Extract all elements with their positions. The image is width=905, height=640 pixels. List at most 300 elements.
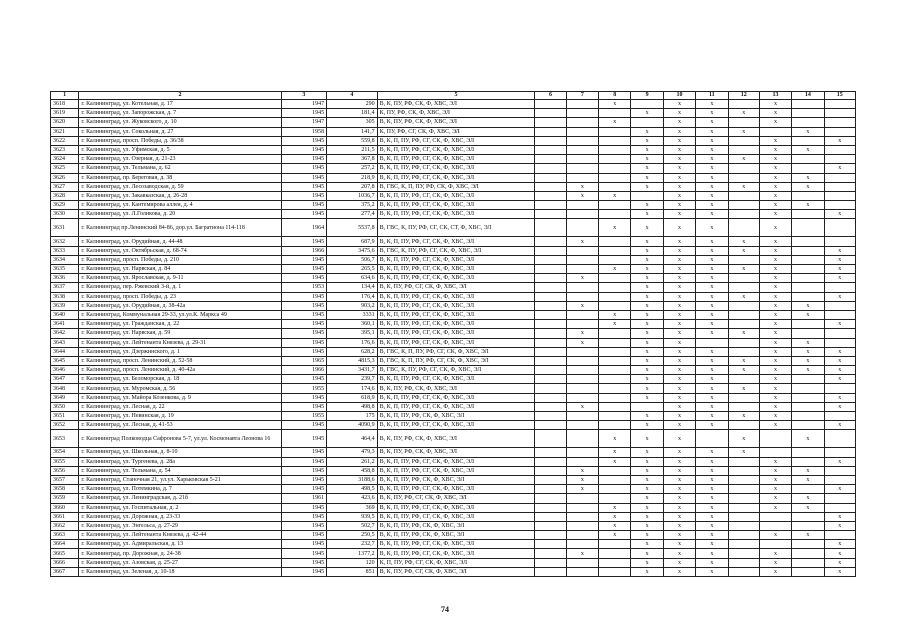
table-row — [51, 182, 856, 191]
mark-cell: x — [631, 292, 663, 301]
address-cell: г. Калининград, просп. Ленинский, д. 40-42а — [79, 366, 281, 375]
mark-cell — [728, 320, 759, 329]
mark-cell: x — [663, 145, 695, 154]
mark-cell: x — [663, 265, 695, 274]
mark-cell: x — [759, 265, 791, 274]
mark-cell: x — [759, 173, 791, 182]
mark-cell — [792, 237, 824, 246]
row-number-cell: 3658 — [51, 485, 79, 494]
mark-cell: x — [824, 255, 855, 264]
mark-cell — [599, 567, 631, 576]
mark-cell: x — [824, 347, 855, 356]
mark-cell — [566, 384, 598, 393]
mark-cell — [535, 347, 566, 356]
row-number-cell: 3653 — [51, 430, 79, 448]
mark-cell: x — [824, 292, 855, 301]
year-cell: 1945 — [281, 274, 327, 283]
table-row — [51, 255, 856, 264]
mark-cell: x — [631, 145, 663, 154]
table-row — [51, 100, 856, 109]
works-list-cell: В, К, П, ПУ, РФ, СГ, СК, Ф, ХВС, ЭЛ — [377, 540, 535, 549]
area-cell: 498,5 — [327, 485, 378, 494]
year-cell: 1945 — [281, 512, 327, 521]
address-cell: г. Калининград, ул. Дорожная, д. 23-33 — [79, 512, 281, 521]
mark-cell — [792, 521, 824, 530]
mark-cell: x — [663, 412, 695, 421]
mark-cell: x — [631, 375, 663, 384]
mark-cell: x — [696, 191, 728, 200]
row-number-cell: 3662 — [51, 521, 79, 530]
mark-cell — [759, 448, 791, 457]
year-cell: 1945 — [281, 320, 327, 329]
mark-cell — [824, 145, 855, 154]
mark-cell: x — [631, 201, 663, 210]
mark-cell: x — [663, 329, 695, 338]
area-cell: 250,5 — [327, 531, 378, 540]
area-cell: 458,8 — [327, 466, 378, 475]
mark-cell: x — [759, 237, 791, 246]
row-number-cell: 3646 — [51, 366, 79, 375]
mark-cell — [599, 356, 631, 365]
mark-cell: x — [792, 338, 824, 347]
mark-cell — [824, 466, 855, 475]
address-cell: г. Калининград, ул. Л.Голикова, д. 20 — [79, 210, 281, 219]
mark-cell: x — [663, 219, 695, 237]
mark-cell: x — [663, 485, 695, 494]
mark-cell: x — [631, 136, 663, 145]
mark-cell — [728, 531, 759, 540]
area-cell: 479,3 — [327, 448, 378, 457]
table-row — [51, 191, 856, 200]
mark-cell: x — [759, 567, 791, 576]
works-list-cell: В, К, П, ПУ, РФ, СГ, СК, Ф, ХВС, ЭЛ — [377, 301, 535, 310]
mark-cell — [792, 109, 824, 118]
mark-cell: x — [663, 118, 695, 127]
mark-cell — [824, 448, 855, 457]
mark-cell: x — [663, 430, 695, 448]
mark-cell: x — [566, 274, 598, 283]
mark-cell — [535, 402, 566, 411]
mark-cell: x — [663, 283, 695, 292]
mark-cell — [535, 118, 566, 127]
mark-cell: x — [792, 347, 824, 356]
row-number-cell: 3623 — [51, 145, 79, 154]
header-cell: 11 — [696, 92, 728, 100]
year-cell: 1945 — [281, 466, 327, 475]
mark-cell: x — [696, 521, 728, 530]
mark-cell — [535, 274, 566, 283]
table-row — [51, 347, 856, 356]
year-cell: 1945 — [281, 155, 327, 164]
mark-cell: x — [728, 127, 759, 136]
mark-cell: x — [631, 448, 663, 457]
works-list-cell: В, К, ПУ, РФ, СК, Ф, ХВС, ЭЛ — [377, 430, 535, 448]
mark-cell: x — [663, 393, 695, 402]
mark-cell — [824, 100, 855, 109]
mark-cell: x — [759, 100, 791, 109]
mark-cell: x — [631, 265, 663, 274]
registry-table-sheet — [50, 91, 856, 577]
mark-cell — [566, 109, 598, 118]
mark-cell: x — [631, 127, 663, 136]
year-cell: 1945 — [281, 301, 327, 310]
mark-cell: x — [728, 246, 759, 255]
year-cell: 1964 — [281, 219, 327, 237]
mark-cell: x — [759, 182, 791, 191]
table-row — [51, 567, 856, 576]
row-number-cell: 3644 — [51, 347, 79, 356]
mark-cell: x — [759, 366, 791, 375]
mark-cell — [535, 100, 566, 109]
mark-cell: x — [696, 118, 728, 127]
header-cell: 15 — [824, 92, 855, 100]
table-row — [51, 475, 856, 484]
mark-cell — [535, 145, 566, 154]
mark-cell — [535, 558, 566, 567]
mark-cell — [535, 301, 566, 310]
mark-cell: x — [599, 191, 631, 200]
mark-cell: x — [631, 421, 663, 430]
table-row — [51, 310, 856, 319]
mark-cell: x — [759, 118, 791, 127]
year-cell: 1945 — [281, 402, 327, 411]
area-cell: 628,2 — [327, 347, 378, 356]
mark-cell: x — [631, 384, 663, 393]
mark-cell — [566, 567, 598, 576]
mark-cell: x — [566, 301, 598, 310]
mark-cell — [792, 512, 824, 521]
mark-cell: x — [663, 210, 695, 219]
mark-cell: x — [663, 301, 695, 310]
table-row — [51, 329, 856, 338]
mark-cell — [599, 127, 631, 136]
table-row — [51, 375, 856, 384]
works-list-cell: В, К, ПУ, РФ, СК, Ф, ХВС, ЭЛ — [377, 384, 535, 393]
mark-cell — [792, 210, 824, 219]
address-cell: г. Калининград, ул. Невинская, д. 19 — [79, 412, 281, 421]
mark-cell: x — [663, 237, 695, 246]
row-number-cell: 3620 — [51, 118, 79, 127]
mark-cell — [728, 100, 759, 109]
address-cell: г. Калининград, ул. Адмиральская, д. 13 — [79, 540, 281, 549]
mark-cell: x — [631, 274, 663, 283]
mark-cell — [599, 155, 631, 164]
mark-cell — [535, 448, 566, 457]
mark-cell — [599, 136, 631, 145]
mark-cell: x — [599, 430, 631, 448]
year-cell: 1945 — [281, 475, 327, 484]
mark-cell: x — [599, 448, 631, 457]
mark-cell — [824, 338, 855, 347]
mark-cell: x — [824, 356, 855, 365]
mark-cell — [759, 430, 791, 448]
mark-cell — [566, 412, 598, 421]
mark-cell: x — [631, 356, 663, 365]
mark-cell: x — [631, 494, 663, 503]
year-cell: 1955 — [281, 384, 327, 393]
row-number-cell: 3651 — [51, 412, 79, 421]
mark-cell — [728, 338, 759, 347]
address-cell: г. Калининград, Коммунальная 29-33, ул.ул.К. Маркса 49 — [79, 310, 281, 319]
mark-cell: x — [631, 255, 663, 264]
mark-cell — [792, 155, 824, 164]
mark-cell — [824, 219, 855, 237]
mark-cell — [599, 347, 631, 356]
mark-cell: x — [631, 320, 663, 329]
works-list-cell: В, К, П, ПУ, РФ, СГ, СК, Ф, ХВС, ЭЛ — [377, 393, 535, 402]
year-cell: 1958 — [281, 127, 327, 136]
mark-cell: x — [696, 494, 728, 503]
area-cell: 257,2 — [327, 164, 378, 173]
mark-cell: x — [824, 393, 855, 402]
mark-cell: x — [599, 265, 631, 274]
mark-cell — [566, 265, 598, 274]
works-list-cell: В, К, П, ПУ, РФ, СК, Ф, ХВС, ЭЛ — [377, 521, 535, 530]
mark-cell: x — [728, 356, 759, 365]
mark-cell: x — [759, 356, 791, 365]
mark-cell — [728, 301, 759, 310]
mark-cell: x — [696, 503, 728, 512]
mark-cell — [599, 540, 631, 549]
works-list-cell: В, ГВС, К, П, ПУ, РФ, СГ, СК, Ф, ХВС, ЭЛ — [377, 356, 535, 365]
mark-cell: x — [696, 512, 728, 521]
mark-cell — [535, 136, 566, 145]
works-list-cell: В, К, П, ПУ, РФ, СГ, СК, Ф, ХВС, ЭЛ — [377, 292, 535, 301]
mark-cell: x — [696, 237, 728, 246]
mark-cell — [535, 421, 566, 430]
header-cell: 13 — [759, 92, 791, 100]
mark-cell: x — [599, 118, 631, 127]
works-list-cell: В, ГВС, К, П, ПУ, РФ, СГ, СК, Ф, ХВС, ЭЛ — [377, 347, 535, 356]
mark-cell: x — [759, 310, 791, 319]
mark-cell: x — [759, 338, 791, 347]
mark-cell: x — [759, 384, 791, 393]
mark-cell — [759, 127, 791, 136]
area-cell: 851 — [327, 567, 378, 576]
mark-cell: x — [599, 512, 631, 521]
address-cell: г. Калининград, ул. Октябрьская, д. 68-74 — [79, 246, 281, 255]
mark-cell — [566, 164, 598, 173]
mark-cell — [792, 457, 824, 466]
works-list-cell: В, К, П, ПУ, РФ, СГ, СК, Ф, ХВС, ЭЛ — [377, 503, 535, 512]
year-cell: 1945 — [281, 448, 327, 457]
mark-cell: x — [759, 531, 791, 540]
mark-cell: x — [759, 201, 791, 210]
mark-cell: x — [792, 127, 824, 136]
mark-cell: x — [663, 255, 695, 264]
area-cell: 134,4 — [327, 283, 378, 292]
table-row — [51, 338, 856, 347]
mark-cell: x — [792, 531, 824, 540]
mark-cell: x — [696, 402, 728, 411]
mark-cell — [566, 136, 598, 145]
mark-cell: x — [792, 466, 824, 475]
mark-cell — [599, 210, 631, 219]
table-row — [51, 521, 856, 530]
mark-cell: x — [824, 485, 855, 494]
mark-cell: x — [631, 531, 663, 540]
row-number-cell: 3629 — [51, 201, 79, 210]
mark-cell: x — [631, 283, 663, 292]
mark-cell: x — [824, 366, 855, 375]
mark-cell: x — [696, 531, 728, 540]
mark-cell: x — [696, 265, 728, 274]
mark-cell — [792, 246, 824, 255]
mark-cell: x — [663, 366, 695, 375]
year-cell: 1945 — [281, 191, 327, 200]
mark-cell: x — [663, 448, 695, 457]
area-cell: 1377,2 — [327, 549, 378, 558]
mark-cell — [824, 329, 855, 338]
table-row — [51, 512, 856, 521]
mark-cell: x — [728, 109, 759, 118]
table-row — [51, 549, 856, 558]
mark-cell: x — [663, 503, 695, 512]
mark-cell: x — [792, 182, 824, 191]
area-cell: 4815,3 — [327, 356, 378, 365]
mark-cell — [535, 457, 566, 466]
row-number-cell: 3667 — [51, 567, 79, 576]
mark-cell: x — [759, 210, 791, 219]
mark-cell: x — [792, 366, 824, 375]
area-cell: 687,9 — [327, 237, 378, 246]
mark-cell — [566, 393, 598, 402]
works-list-cell: В, К, ПУ, РФ, СГ, СК, Ф, ХВС, ЭЛ — [377, 494, 535, 503]
mark-cell: x — [759, 421, 791, 430]
address-cell: г. Калининград, ул. Котельная, д. 17 — [79, 100, 281, 109]
mark-cell — [792, 540, 824, 549]
mark-cell: x — [696, 255, 728, 264]
mark-cell — [566, 503, 598, 512]
mark-cell — [535, 549, 566, 558]
mark-cell — [631, 402, 663, 411]
mark-cell — [759, 521, 791, 530]
mark-cell — [728, 503, 759, 512]
mark-cell — [728, 191, 759, 200]
year-cell: 1945 — [281, 255, 327, 264]
table-row — [51, 301, 856, 310]
table-header-row — [51, 92, 856, 100]
header-cell: 10 — [663, 92, 695, 100]
year-cell: 1945 — [281, 503, 327, 512]
row-number-cell: 3634 — [51, 255, 79, 264]
mark-cell: x — [824, 421, 855, 430]
address-cell: г. Калининград, ул. Госпитальная, д. 2 — [79, 503, 281, 512]
address-cell: г. Калининград, ул. Озерная, д. 21-23 — [79, 155, 281, 164]
mark-cell: x — [599, 521, 631, 530]
row-number-cell: 3657 — [51, 475, 79, 484]
mark-cell — [792, 191, 824, 200]
mark-cell — [535, 384, 566, 393]
mark-cell: x — [759, 164, 791, 173]
mark-cell: x — [696, 485, 728, 494]
mark-cell — [824, 531, 855, 540]
address-cell: г. Калининград, ул. Тургенева, д. 28а — [79, 457, 281, 466]
works-list-cell: В, К, ПУ, РФ, СК, Ф, ХВС, ЭЛ — [377, 448, 535, 457]
address-cell: г. Калининград пр.Ленинский 84-86, дор.ул. Багратиона 114-118 — [79, 219, 281, 237]
mark-cell: x — [696, 356, 728, 365]
year-cell: 1945 — [281, 430, 327, 448]
mark-cell — [566, 310, 598, 319]
mark-cell — [566, 494, 598, 503]
mark-cell — [566, 512, 598, 521]
mark-cell — [728, 118, 759, 127]
year-cell: 1945 — [281, 421, 327, 430]
header-cell: 2 — [79, 92, 281, 100]
mark-cell: x — [696, 421, 728, 430]
works-list-cell: В, К, П, ПУ, РФ, СГ, СК, Ф, ХВС, ЭЛ — [377, 512, 535, 521]
mark-cell — [535, 512, 566, 521]
area-cell: 277,4 — [327, 210, 378, 219]
works-list-cell: В, К, П, ПУ, РФ, СГ, СК, Ф, ХВС, ЭЛ — [377, 485, 535, 494]
mark-cell — [824, 118, 855, 127]
row-number-cell: 3635 — [51, 265, 79, 274]
mark-cell: x — [631, 503, 663, 512]
table-row — [51, 237, 856, 246]
works-list-cell: В, К, П, ПУ, РФ, СГ, СК, Ф, ХВС, ЭЛ — [377, 466, 535, 475]
mark-cell — [599, 375, 631, 384]
row-number-cell: 3625 — [51, 164, 79, 173]
area-cell: 176,4 — [327, 292, 378, 301]
row-number-cell: 3656 — [51, 466, 79, 475]
mark-cell — [728, 274, 759, 283]
mark-cell: x — [631, 329, 663, 338]
year-cell: 1945 — [281, 210, 327, 219]
area-cell: 498,8 — [327, 402, 378, 411]
table-row — [51, 118, 856, 127]
mark-cell: x — [696, 246, 728, 255]
address-cell: г. Калининград, просп. Победы, д. 36/38 — [79, 136, 281, 145]
row-number-cell: 3619 — [51, 109, 79, 118]
mark-cell: x — [824, 210, 855, 219]
mark-cell: x — [759, 475, 791, 484]
mark-cell — [824, 301, 855, 310]
address-cell: г. Калининград, ул. Уфимская, д. 5 — [79, 145, 281, 154]
mark-cell — [792, 567, 824, 576]
address-cell: г. Калининград, ул. Энгельса, д. 27-29 — [79, 521, 281, 530]
year-cell: 1945 — [281, 531, 327, 540]
mark-cell — [728, 136, 759, 145]
row-number-cell: 3655 — [51, 457, 79, 466]
mark-cell — [535, 109, 566, 118]
mark-cell: x — [663, 201, 695, 210]
table-row — [51, 402, 856, 411]
mark-cell — [824, 155, 855, 164]
mark-cell — [599, 412, 631, 421]
mark-cell: x — [824, 567, 855, 576]
mark-cell — [792, 255, 824, 264]
works-list-cell: В, К, П, ПУ, РФ, СК, Ф, ХВС, ЭЛ — [377, 531, 535, 540]
mark-cell — [566, 366, 598, 375]
works-list-cell: В, К, ПУ, РФ, СГ, СК, Ф, ХВС, ЭЛ — [377, 283, 535, 292]
year-cell: 1947 — [281, 118, 327, 127]
area-cell: 395,1 — [327, 329, 378, 338]
works-list-cell: В, ГВС, К, ПУ, РФ, СГ, СК, СТ, Ф, ХВС, ЭЛ — [377, 219, 535, 237]
mark-cell — [535, 366, 566, 375]
row-number-cell: 3621 — [51, 127, 79, 136]
address-cell: г. Калининград, ул. Лейтенанта Князева, д. 29-31 — [79, 338, 281, 347]
mark-cell — [759, 540, 791, 549]
header-cell: 1 — [51, 92, 79, 100]
mark-cell: x — [663, 521, 695, 530]
mark-cell: x — [631, 246, 663, 255]
mark-cell: x — [631, 210, 663, 219]
mark-cell: x — [759, 494, 791, 503]
mark-cell: x — [824, 549, 855, 558]
mark-cell — [535, 164, 566, 173]
mark-cell: x — [696, 301, 728, 310]
mark-cell — [535, 393, 566, 402]
